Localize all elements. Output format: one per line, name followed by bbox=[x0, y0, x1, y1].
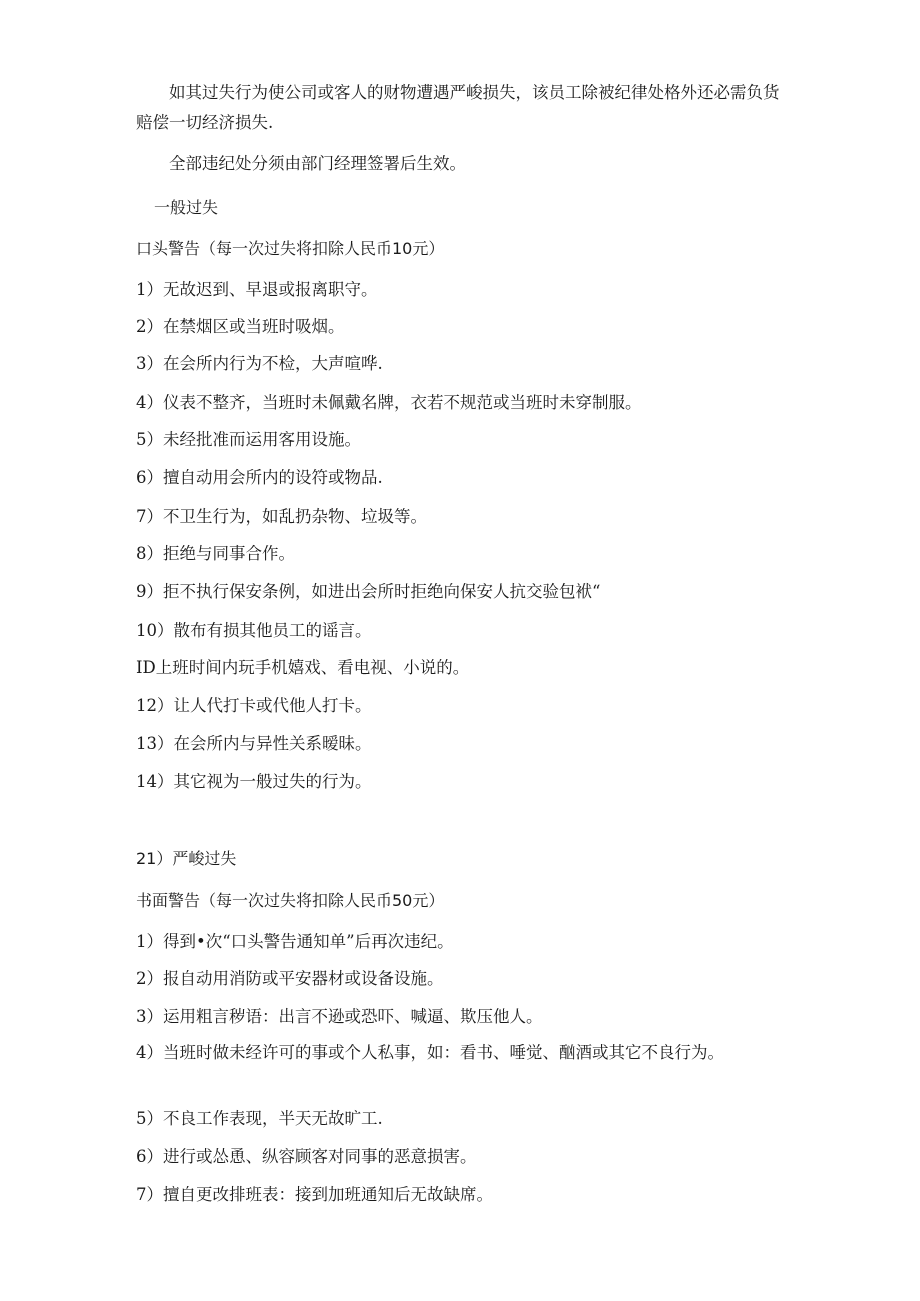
list-item: 7）不卫生行为，如乱扔杂物、垃圾等。 bbox=[136, 507, 427, 526]
list-item: 3）在会所内行为不检，大声喧哗. bbox=[136, 354, 383, 373]
list-item: 2）报自动用消防或平安器材或设备设施。 bbox=[136, 969, 444, 988]
list-item: 9）拒不执行保安条例，如进出会所时拒绝向保安人抗交验包袱“ bbox=[136, 582, 601, 601]
list-item: 2）在禁烟区或当班时吸烟。 bbox=[136, 317, 345, 336]
list-item: 6）进行或怂恿、纵容顾客对同事的恶意损害。 bbox=[136, 1147, 477, 1166]
list-item: 12）让人代打卡或代他人打卡。 bbox=[136, 696, 372, 715]
list-item: ID上班时间内玩手机嬉戏、看电视、小说的。 bbox=[136, 658, 470, 677]
list-item: 4）当班时做未经许可的事或个人私事，如：看书、唾觉、酗酒或其它不良行为。 bbox=[136, 1043, 724, 1062]
list-item: 3）运用粗言秽语：出言不逊或恐吓、喊逼、欺压他人。 bbox=[136, 1007, 543, 1026]
intro-paragraph-approval: 全部违纪处分须由部门经理签署后生效。 bbox=[169, 154, 466, 173]
section-heading-serious-faults: 21）严峻过失 bbox=[136, 849, 237, 868]
list-item: 1）得到•次“口头警告通知单”后再次违纪。 bbox=[136, 932, 454, 951]
list-item: 4）仪表不整齐，当班时未佩戴名牌，衣若不规范或当班时未穿制服。 bbox=[136, 393, 642, 412]
list-item: 8）拒绝与同事合作。 bbox=[136, 544, 295, 563]
list-item: 1）无故迟到、早退或报离职守。 bbox=[136, 280, 378, 299]
subheading-written-warning: 书面警告（每一次过失将扣除人民币50元） bbox=[136, 891, 445, 910]
list-item: 5）不良工作表现，半天无故旷工. bbox=[136, 1109, 383, 1128]
section-heading-minor-faults: 一般过失 bbox=[154, 198, 219, 217]
list-item: 10）散布有损其他员工的谣言。 bbox=[136, 621, 372, 640]
list-item: 5）未经批准而运用客用设施。 bbox=[136, 430, 361, 449]
list-item: 13）在会所内与异性关系暧昧。 bbox=[136, 734, 372, 753]
list-item: 7）擅自更改排班表：接到加班通知后无故缺席。 bbox=[136, 1185, 493, 1204]
subheading-verbal-warning: 口头警告（每一次过失将扣除人民币10元） bbox=[136, 239, 445, 258]
intro-paragraph-compensation: 如其过失行为使公司或客人的财物遭遇严峻损失，该员工除被纪律处格外还必需负货赔偿一切经济损失. bbox=[136, 83, 780, 132]
list-item: 14）其它视为一般过失的行为。 bbox=[136, 772, 372, 791]
list-item: 6）擅自动用会所内的设符或物品. bbox=[136, 468, 383, 487]
